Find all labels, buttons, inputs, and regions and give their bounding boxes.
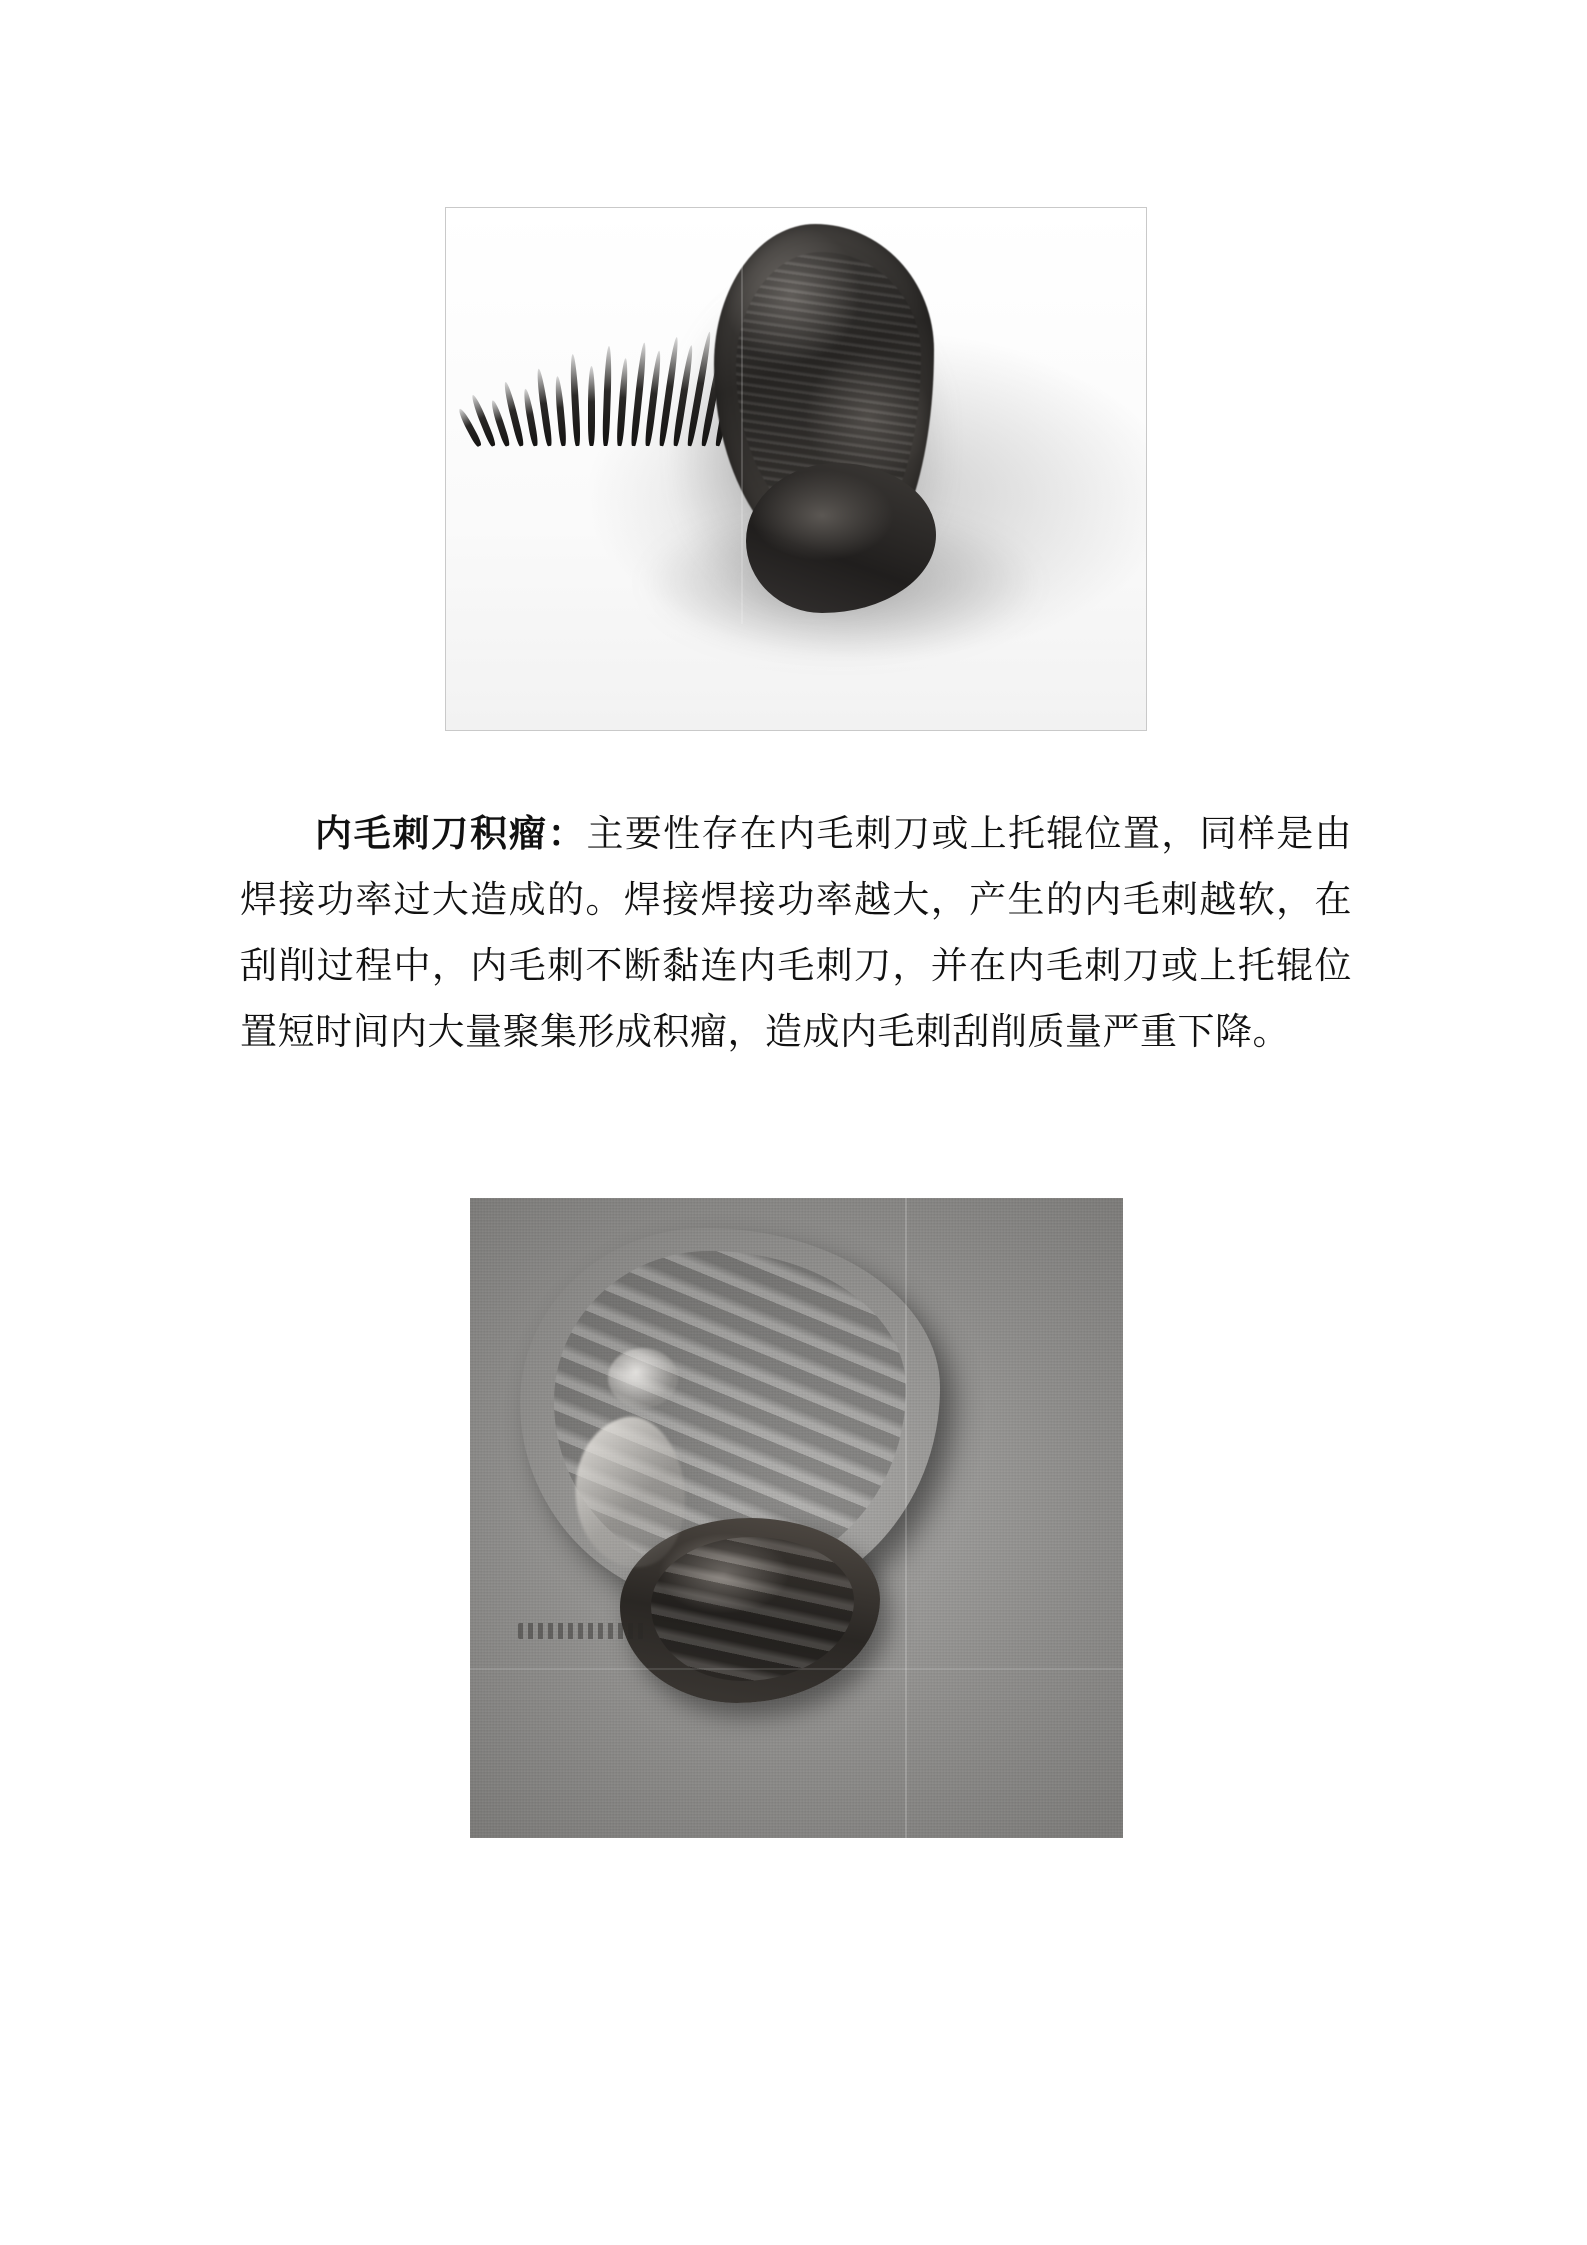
paragraph-inner-burr-accumulation xyxy=(240,802,1352,1066)
burr-spines xyxy=(476,338,746,458)
photo-canvas-1 xyxy=(446,208,1146,730)
photo-watermark xyxy=(518,1623,648,1639)
photo-canvas-2 xyxy=(470,1198,1123,1838)
photo-seam xyxy=(905,1198,907,1838)
photo-seam xyxy=(470,1668,1123,1670)
burr-highlight xyxy=(608,1348,678,1408)
figure-inner-burr-accumulation-1 xyxy=(445,207,1147,731)
paragraph-body: 主要性存在内毛刺刀或上托辊位置，同样是由焊接功率过大造成的。焊接焊接功率越大，产生的内毛刺越软，在刮削过程中，内毛刺不断黏连内毛刺刀，并在内毛刺刀或上托辊位置短时间内大量聚集形成积瘤，造成内毛刺刮削质量严重下降。 xyxy=(240,814,1353,1053)
paragraph-lead: 内毛刺刀积瘤： xyxy=(314,814,587,855)
photo-seam xyxy=(741,224,743,624)
figure-inner-burr-accumulation-2 xyxy=(470,1198,1123,1838)
